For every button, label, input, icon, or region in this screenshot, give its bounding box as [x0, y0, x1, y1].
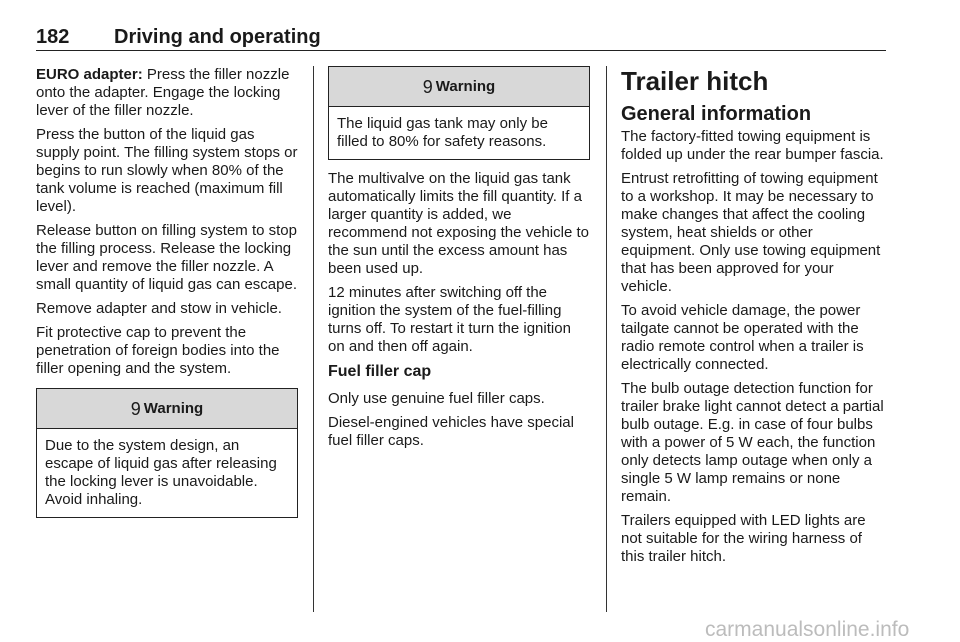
chapter-title: Driving and operating — [114, 26, 321, 48]
warning-title: Warning — [143, 399, 204, 417]
column-left — [36, 66, 298, 528]
column-divider — [313, 66, 314, 612]
subsection-title: General information — [621, 103, 812, 125]
warning-icon: 9 — [422, 76, 433, 97]
paragraph: The bulb outage detection function for trailer brake light cannot detect a partial bulb outage. E.g. in case of four bulbs with a power of 5 W each, the function only detects lamp outage when only a single 5 W lamp remains or none remain. — [621, 380, 884, 505]
section-title: Trailer hitch — [621, 66, 769, 96]
paragraph: Entrust retrofitting of towing equipment to a workshop. It may be necessary to make changes that affect the cooling system, heat shields or other equipment. Only use towing equipment that has been approved for your vehicle. — [621, 170, 881, 295]
section-heading: Fuel filler cap — [328, 363, 432, 380]
paragraph: To avoid vehicle damage, the power tailgate cannot be operated with the radio remote control when a trailer is electrically connected. — [621, 302, 864, 373]
paragraph: Release button on filling system to stop the filling process. Release the locking lever and remove the filler nozzle. A small quantity of liquid gas can escape. — [36, 222, 297, 293]
column-right — [621, 66, 887, 572]
page-number: 182 — [36, 26, 70, 48]
watermark: carmanualsonline.info — [705, 618, 910, 641]
paragraph: Diesel-engined vehicles have special fuel filler caps. — [328, 414, 574, 449]
paragraph: Remove adapter and stow in vehicle. — [36, 300, 282, 317]
paragraph-text: Press the filler nozzle onto the adapter. Engage the locking lever of the filler nozzle. — [36, 66, 290, 119]
paragraph: The multivalve on the liquid gas tank automatically limits the fill quantity. If a larger quantity is added, we recommend not exposing the vehicle to the sun until the excess amount has been used up. — [328, 170, 589, 277]
warning-icon: 9 — [130, 398, 141, 419]
warning-text: Due to the system design, an escape of liquid gas after releasing the locking lever is unavoidable. Avoid inhaling. — [45, 437, 277, 508]
paragraph — [36, 66, 298, 120]
paragraph: The factory-fitted towing equipment is folded up under the rear bumper fascia. — [621, 128, 884, 163]
paragraph: 12 minutes after switching off the ignition the system of the fuel-filling turns off. To restart it turn the ignition on and then off again. — [328, 284, 571, 355]
warning-text: The liquid gas tank may only be filled to 80% for safety reasons. — [337, 115, 548, 150]
warning-box — [328, 66, 590, 160]
page-header — [36, 26, 886, 51]
warning-header — [37, 389, 297, 429]
warning-title: Warning — [435, 77, 496, 95]
column-divider — [606, 66, 607, 612]
warning-box — [36, 388, 298, 518]
paragraph: Press the button of the liquid gas supply point. The filling system stops or begins to run slowly when 80% of the tank volume is reached (maximum fill level). — [36, 126, 298, 215]
column-middle — [328, 66, 590, 456]
term-label: EURO adapter: — [36, 66, 143, 83]
paragraph: Trailers equipped with LED lights are not suitable for the wiring harness of this trailer hitch. — [621, 512, 866, 565]
warning-header — [329, 67, 589, 107]
paragraph: Only use genuine fuel filler caps. — [328, 390, 545, 407]
paragraph: Fit protective cap to prevent the penetration of foreign bodies into the filler opening and the system. — [36, 324, 280, 377]
